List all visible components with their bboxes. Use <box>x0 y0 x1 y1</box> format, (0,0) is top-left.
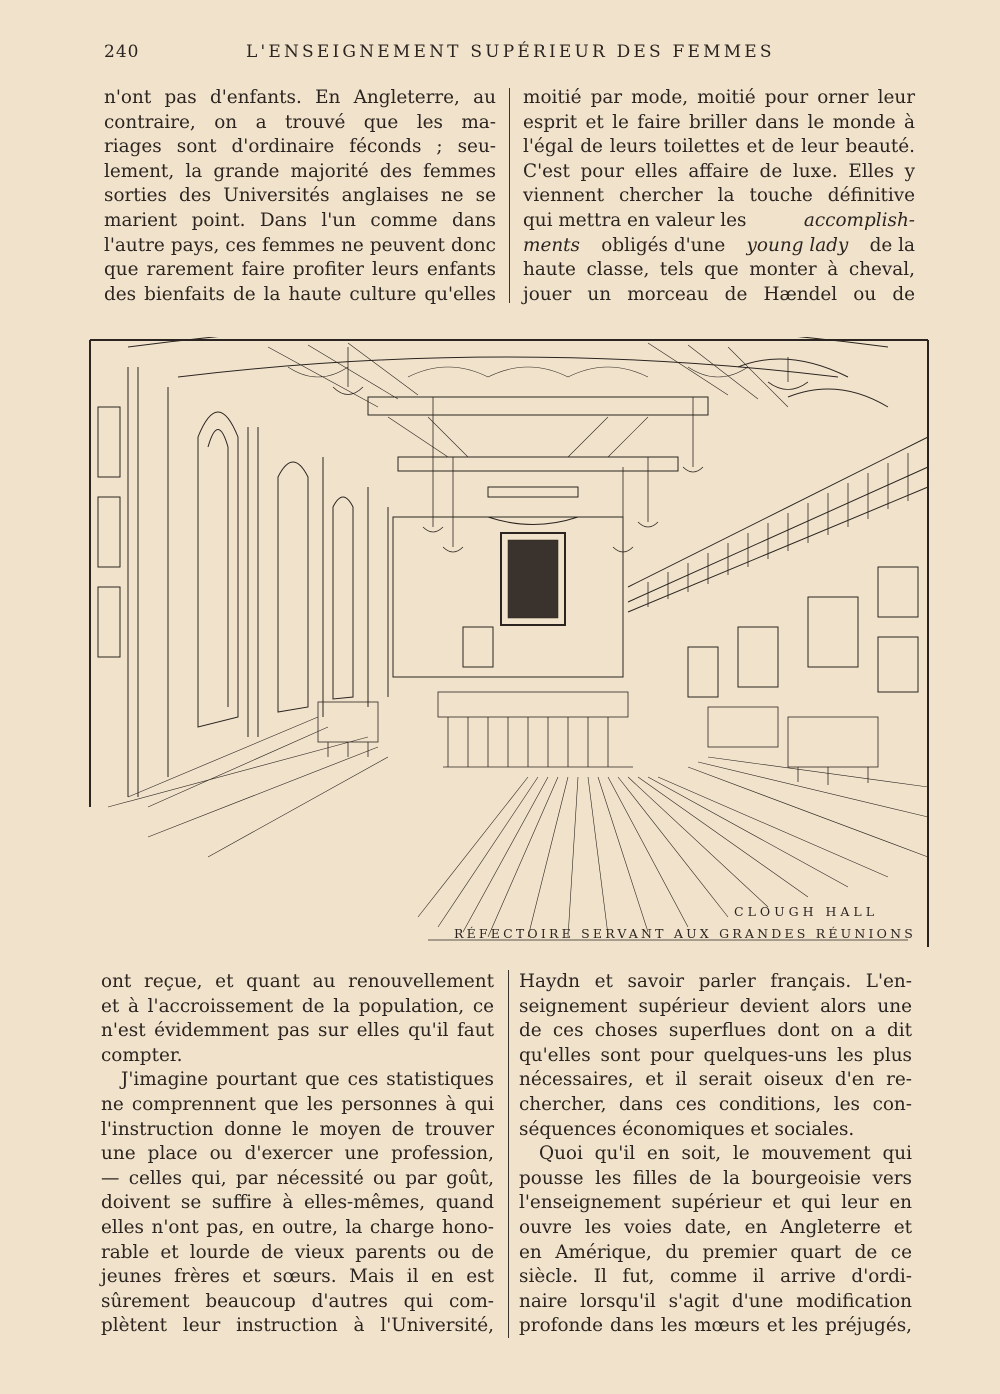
text-line: et à l'accroissement de la population, ce <box>101 995 494 1017</box>
text-line: seignement supérieur devient alors une <box>519 995 912 1017</box>
text-line: qu'elles sont pour quelques-uns les plus <box>519 1044 912 1066</box>
text-line: rable et lourde de vieux parents ou de <box>101 1241 494 1263</box>
running-title: L'ENSEIGNEMENT SUPÉRIEUR DES FEMMES <box>246 42 775 62</box>
text-line: nécessaires, et il serait oiseux d'en re- <box>519 1069 912 1091</box>
text-line: Quoi qu'il en soit, le mouvement qui <box>539 1143 912 1165</box>
text-column-bottom-left <box>101 970 494 1339</box>
text-line: chercher, dans ces conditions, les con- <box>519 1093 912 1115</box>
text-line: ont reçue, et quant au renouvellement <box>101 971 494 992</box>
text-line: ouvre les voies date, en Angleterre et <box>519 1216 912 1238</box>
text-line: pousse les filles de la bourgeoisie vers <box>519 1167 912 1189</box>
text-line: compter. <box>101 1044 183 1066</box>
text-column-top-left <box>104 86 496 307</box>
column-divider <box>508 970 509 1338</box>
figure-caption-subtitle: RÉFECTOIRE SERVANT AUX GRANDES RÉUNIONS <box>454 926 917 941</box>
text-line: doivent se suffire à elles-mêmes, quand <box>101 1192 494 1214</box>
text-line: viennent chercher la touche définitive <box>523 185 915 207</box>
italic-word: accomplish- <box>803 209 915 231</box>
text-column-bottom-right <box>519 970 912 1339</box>
page-number: 240 <box>104 42 140 62</box>
column-divider <box>509 88 510 303</box>
text-line: n'est évidemment pas sur elles qu'il faut <box>101 1020 494 1042</box>
text-line: en Amérique, du premier quart de ce <box>519 1241 912 1263</box>
text-line: n'ont pas d'enfants. En Angleterre, au <box>104 87 496 108</box>
text-fragment: qui mettra en valeur les <box>523 209 747 231</box>
page-header <box>104 42 912 68</box>
italic-word: young lady <box>746 234 849 256</box>
text-line: que rarement faire profiter leurs enfants <box>104 259 496 281</box>
text-line: riages sont d'ordinaire féconds ; seu- <box>104 136 496 158</box>
text-line: lement, la grande majorité des femmes <box>104 160 496 182</box>
text-line: esprit et le faire briller dans le monde à <box>523 111 915 133</box>
text-line: Haydn et savoir parler français. L'en- <box>519 971 912 992</box>
engraving-illustration <box>88 337 930 952</box>
text-line: marient point. Dans l'un comme dans <box>104 209 496 231</box>
text-line: siècle. Il fut, comme il arrive d'ordi- <box>519 1266 912 1288</box>
text-line: J'imagine pourtant que ces statistiques <box>121 1069 494 1091</box>
text-line: haute classe, tels que monter à cheval, <box>523 259 915 281</box>
text-line: jeunes frères et sœurs. Mais il en est <box>101 1266 494 1288</box>
text-line: ne comprennent que les personnes à qui <box>101 1093 494 1115</box>
text-line: l'égal de leurs toilettes et de leur beauté. <box>523 136 915 158</box>
text-line: séquences économiques et sociales. <box>519 1118 855 1140</box>
text-line: l'enseignement supérieur et qui leur en <box>519 1192 912 1214</box>
text-column-top-right <box>523 86 915 307</box>
text-line: jouer un morceau de Hændel ou de <box>523 283 915 305</box>
text-line: l'instruction donne le moyen de trouver <box>101 1118 494 1140</box>
text-line: elles n'ont pas, en outre, la charge hono- <box>101 1216 494 1238</box>
text-line: une place ou d'exercer une profession, <box>101 1143 494 1165</box>
text-line: naire lorsqu'il s'agit d'une modification <box>519 1290 912 1312</box>
text-line <box>523 209 915 234</box>
text-line: — celles qui, par nécessité ou par goût, <box>101 1167 494 1189</box>
text-fragment: obligés d'une <box>601 234 726 256</box>
text-fragment: de la <box>869 234 915 256</box>
hall-engraving-drawing <box>88 337 930 952</box>
text-line: C'est pour elles affaire de luxe. Elles y <box>523 160 915 182</box>
italic-word: ments <box>523 234 580 256</box>
text-line: profonde dans les mœurs et les préjugés, <box>519 1315 912 1337</box>
text-line: sorties des Universités anglaises ne se <box>104 185 496 207</box>
text-line <box>523 234 915 259</box>
figure-caption-title: CLOUGH HALL <box>734 904 879 919</box>
text-line: l'autre pays, ces femmes ne peuvent donc <box>104 234 496 256</box>
text-line: de ces choses superflues dont on a dit <box>519 1020 912 1042</box>
text-line: plètent leur instruction à l'Université, <box>101 1315 494 1337</box>
text-line: moitié par mode, moitié pour orner leur <box>523 87 915 108</box>
text-line: des bienfaits de la haute culture qu'elles <box>104 283 496 305</box>
text-line: sûrement beaucoup d'autres qui com- <box>101 1290 494 1312</box>
text-line: contraire, on a trouvé que les ma- <box>104 111 496 133</box>
